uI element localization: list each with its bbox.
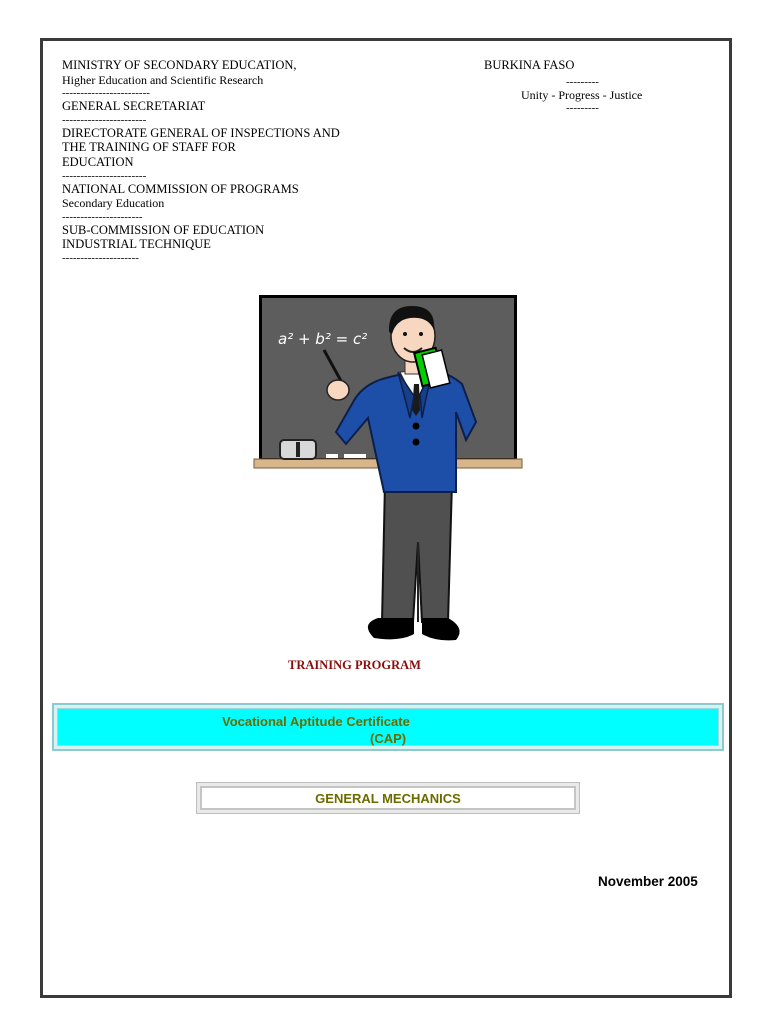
chalkboard-formula: a² + b² = c² bbox=[278, 330, 368, 348]
certificate-title: Vocational Aptitude Certificate bbox=[222, 714, 410, 729]
sub-commission-line-2: INDUSTRIAL TECHNIQUE bbox=[62, 237, 211, 252]
separator: ---------------------- bbox=[62, 210, 143, 223]
certificate-banner bbox=[52, 703, 724, 751]
specialty-title: GENERAL MECHANICS bbox=[200, 786, 576, 810]
header-left bbox=[62, 58, 392, 264]
specialty-box bbox=[196, 782, 580, 814]
separator: --------------------- bbox=[62, 251, 139, 264]
national-commission-subtitle: Secondary Education bbox=[62, 196, 165, 211]
sub-commission-line-1: SUB-COMMISSION OF EDUCATION bbox=[62, 222, 265, 237]
directorate-line-2: THE TRAINING OF STAFF FOR bbox=[62, 140, 236, 155]
ministry-subtitle: Higher Education and Scientific Research bbox=[62, 72, 264, 87]
separator: --------- bbox=[566, 102, 599, 115]
teacher-at-chalkboard-icon bbox=[250, 292, 530, 648]
directorate-line-1: DIRECTORATE GENERAL OF INSPECTIONS AND bbox=[62, 125, 340, 140]
separator: ----------------------- bbox=[62, 113, 147, 126]
certificate-abbreviation: (CAP) bbox=[370, 731, 407, 746]
header-right bbox=[470, 58, 670, 114]
separator: ----------------------- bbox=[62, 169, 147, 182]
ministry-title: MINISTRY OF SECONDARY EDUCATION, bbox=[62, 58, 297, 72]
separator: --------- bbox=[566, 75, 599, 88]
directorate-line-3: EDUCATION bbox=[62, 154, 134, 169]
national-motto: Unity - Progress - Justice bbox=[521, 87, 643, 102]
training-program-label: TRAINING PROGRAM bbox=[288, 658, 421, 672]
national-commission: NATIONAL COMMISSION OF PROGRAMS bbox=[62, 181, 299, 196]
country-name: BURKINA FASO bbox=[484, 58, 575, 72]
document-date: November 2005 bbox=[598, 874, 698, 889]
general-secretariat: GENERAL SECRETARIAT bbox=[62, 99, 206, 114]
separator: ------------------------ bbox=[62, 87, 150, 100]
certificate-banner-inner bbox=[57, 708, 719, 746]
